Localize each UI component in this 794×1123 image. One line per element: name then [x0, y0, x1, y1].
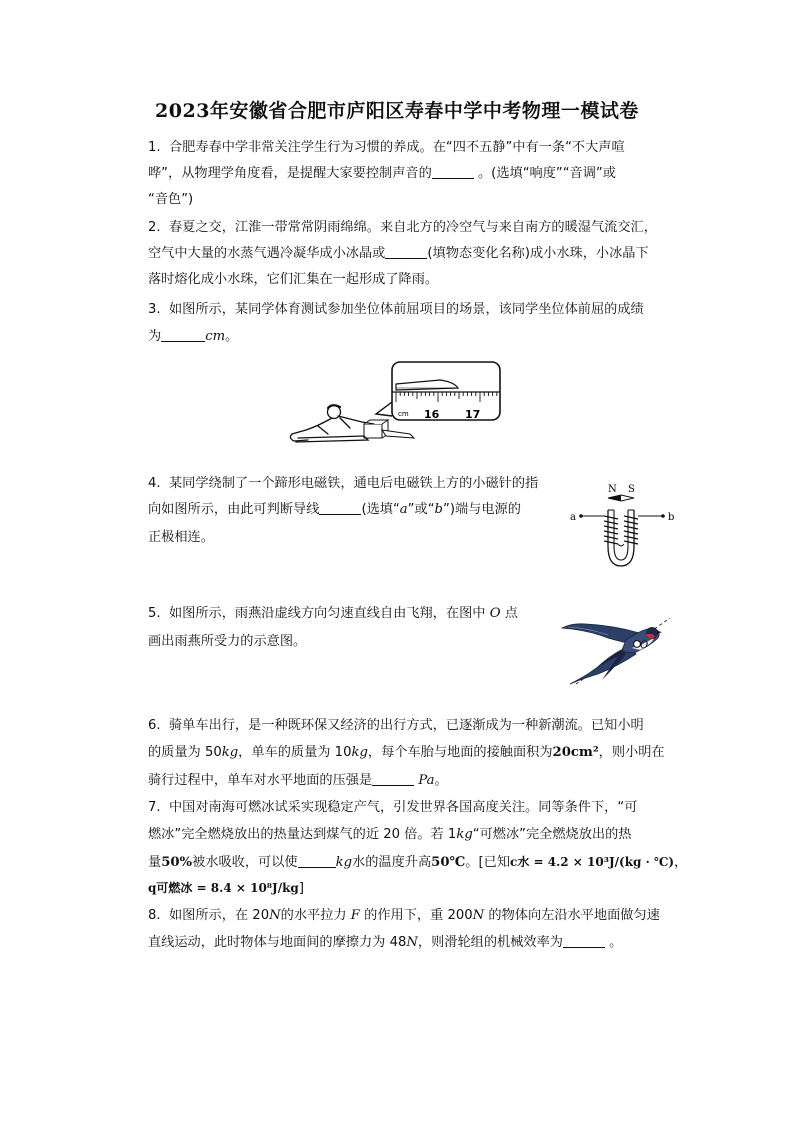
q2-line2: 空气中大量的水蒸气遇冷凝华成小冰晶或 (填物态变化名称)成小水珠，小冰晶下 — [148, 246, 649, 261]
q4-coil — [604, 516, 638, 544]
q2-line3: 落时熔化成小水珠，它们汇集在一起形成了降雨。 — [148, 272, 439, 287]
q8-line2: 直线运动，此时物体与地面间的摩擦力为 48N，则滑轮组的机械效率为 。 — [148, 935, 623, 950]
q2-line1: 2. 春夏之交，江淮一带常常阴雨绵绵。来自北方的冷空气与来自南方的暖湿气流交汇， — [148, 220, 657, 235]
q7-line1: 7. 中国对南海可燃冰试采实现稳定产气，引发世界各国高度关注。同等条件下，“可 — [148, 800, 638, 815]
q4-line3: 正极相连。 — [148, 530, 214, 545]
q7-number: 7. — [148, 800, 161, 815]
q6-line1: 6. 骑单车出行，是一种既环保又经济的出行方式，已逐渐成为一种新潮流。已知小明 — [148, 718, 644, 733]
q5-line2: 画出雨燕所受力的示意图。 — [148, 634, 307, 649]
q4-label-s: S — [628, 484, 635, 495]
q3-tick-label-16: 16 — [424, 408, 440, 421]
q1-line2: 哗”，从物理学角度看，是提醒大家要控制声音的 。(选填“响度”“音调”或 — [148, 166, 616, 181]
q8-number: 8. — [148, 908, 161, 923]
q7-line2: 燃冰”完全燃烧放出的热量达到煤气的近 20 倍。若 1kg“可燃冰”完全燃烧放出的热 — [148, 827, 632, 842]
q1-number: 1. — [148, 140, 161, 155]
q3-figure-sit-and-reach — [288, 358, 504, 450]
q3-line1: 3. 如图所示，某同学体育测试参加坐位体前屈项目的场景，该同学坐位体前屈的成绩 — [148, 302, 644, 317]
q4-line1: 4. 某同学绕制了一个蹄形电磁铁，通电后电磁铁上方的小磁针的指 — [148, 476, 539, 491]
q3-unit-label: cm — [398, 410, 409, 418]
q2-number: 2. — [148, 220, 161, 235]
q5-point-o-label: O — [640, 640, 649, 651]
q5-figure-swallow — [548, 604, 672, 690]
q6-answer-blank[interactable] — [372, 771, 414, 786]
q1-line1: 1. 合肥寿春中学非常关注学生行为习惯的养成。在“四不五静”中有一条“不大声喧 — [148, 140, 625, 155]
q7-line4: q可燃冰 = 8.4 × 10⁸J/kg] — [148, 881, 304, 896]
q4-answer-blank[interactable] — [319, 500, 361, 515]
q6-number: 6. — [148, 718, 161, 733]
q4-label-n: N — [608, 484, 617, 495]
q7-answer-blank[interactable] — [298, 853, 336, 868]
q8-answer-blank[interactable] — [563, 933, 605, 948]
q3-answer-blank[interactable] — [161, 327, 205, 342]
q4-terminal-b: b — [668, 512, 675, 523]
q1-line3: “音色”) — [148, 192, 194, 207]
q1-answer-blank[interactable] — [432, 164, 474, 179]
exam-title: 2023年安徽省合肥市庐阳区寿春中学中考物理一模试卷 — [155, 100, 639, 122]
q7-line3: 量50%被水吸收，可以使 kg水的温度升高50℃。[已知c水 = 4.2 × 10³J/(kg · ℃)， — [148, 855, 688, 870]
q4-number: 4. — [148, 476, 161, 491]
q3-number: 3. — [148, 302, 161, 317]
q8-line1: 8. 如图所示，在 20N的水平拉力 F 的作用下，重 200N 的物体向左沿水平地面做匀速 — [148, 908, 660, 923]
q3-line2: 为 cm。 — [148, 329, 239, 344]
q3-person-drawing — [290, 405, 374, 442]
q3-tick-label-17: 17 — [465, 408, 481, 421]
q4-line2: 向如图所示，由此可判断导线 (选填“a”或“b”)端与电源的 — [148, 502, 521, 517]
q6-line3: 骑行过程中，单车对水平地面的压强是 Pa。 — [148, 773, 448, 788]
q4-terminal-a: a — [570, 512, 576, 523]
q5-number: 5. — [148, 606, 161, 621]
q5-line1: 5. 如图所示，雨燕沿虚线方向匀速直线自由飞翔，在图中 O 点 — [148, 606, 518, 621]
q2-answer-blank[interactable] — [385, 244, 427, 259]
q6-line2: 的质量为 50kg，单车的质量为 10kg，每个车胎与地面的接触面积为20cm²，则小明在 — [148, 745, 665, 760]
q4-figure-electromagnet — [568, 480, 680, 572]
